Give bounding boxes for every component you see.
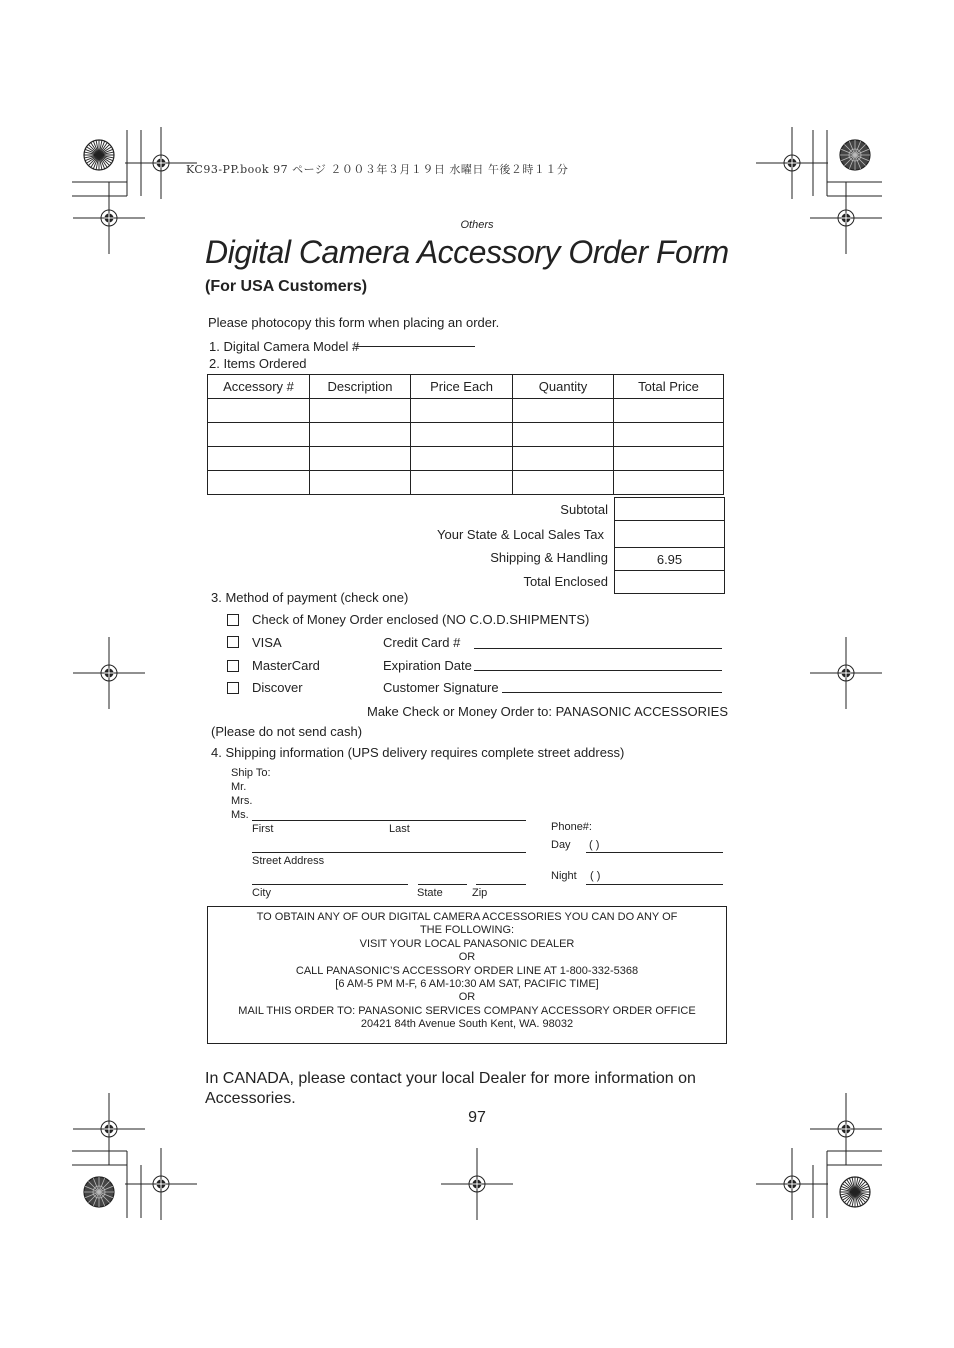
order-info-box: [207, 906, 727, 1044]
table-row: [208, 447, 724, 471]
header-quantity: Quantity: [513, 375, 614, 399]
state-field[interactable]: [418, 884, 467, 885]
expiration-field[interactable]: [474, 670, 722, 671]
table-cell[interactable]: [411, 471, 513, 495]
ship-to-label: Ship To:: [231, 767, 271, 779]
total-enclosed-label: Total Enclosed: [523, 574, 608, 589]
header-description: Description: [310, 375, 411, 399]
info-line: OR: [458, 991, 476, 1004]
section-label: Others: [460, 219, 494, 231]
header-accessory: Accessory #: [208, 375, 310, 399]
table-row: [208, 471, 724, 495]
first-label: First: [252, 823, 274, 835]
registration-starburst-icon: [840, 1177, 870, 1207]
info-line: 20421 84th Avenue South Kent, WA. 98032: [360, 1018, 574, 1031]
registration-crosshair-icon: [756, 1148, 828, 1220]
registration-starburst-icon: [84, 140, 114, 170]
page-number: 97: [468, 1109, 486, 1126]
table-cell[interactable]: [310, 423, 411, 447]
instruction-text: Please photocopy this form when placing an order.: [208, 315, 500, 330]
info-line: [6 AM-5 PM M-F, 6 AM-10:30 AM SAT, PACIFIC TIME]: [335, 978, 599, 991]
items-label: 2. Items Ordered: [209, 356, 307, 371]
registration-crosshair-icon: [73, 1093, 145, 1165]
phone-label: Phone#:: [551, 821, 592, 833]
shipping-handling-label: Shipping & Handling: [490, 550, 608, 565]
state-label: State: [417, 887, 443, 899]
check-money-order-label: Check of Money Order enclosed (NO C.O.D.SHIPMENTS): [252, 612, 590, 627]
signature-label: Customer Signature: [383, 680, 499, 695]
info-line: TO OBTAIN ANY OF OUR DIGITAL CAMERA ACCESSORIES YOU CAN DO ANY OF: [256, 911, 678, 923]
model-label: 1. Digital Camera Model #: [209, 339, 360, 354]
street-field[interactable]: [252, 852, 526, 853]
make-check-note: Make Check or Money Order to: PANASONIC ACCESSORIES: [367, 704, 728, 719]
night-area-code: ( ): [590, 870, 601, 882]
table-cell[interactable]: [310, 447, 411, 471]
city-label: City: [252, 887, 271, 899]
table-cell[interactable]: [208, 447, 310, 471]
table-cell[interactable]: [208, 399, 310, 423]
table-cell[interactable]: [614, 471, 724, 495]
table-header-row: [208, 375, 724, 399]
table-cell[interactable]: [208, 423, 310, 447]
table-cell[interactable]: [614, 399, 724, 423]
registration-starburst-icon: [84, 1177, 114, 1207]
table-cell[interactable]: [513, 447, 614, 471]
name-field[interactable]: [252, 820, 526, 821]
table-cell[interactable]: [310, 399, 411, 423]
page-subtitle: (For USA Customers): [205, 278, 368, 295]
table-cell[interactable]: [411, 399, 513, 423]
table-cell[interactable]: [411, 447, 513, 471]
subtotal-field[interactable]: [615, 498, 725, 521]
table-cell[interactable]: [614, 447, 724, 471]
info-line: THE FOLLOWING:: [419, 924, 515, 937]
tax-field[interactable]: [615, 521, 725, 548]
registration-crosshair-icon: [125, 1148, 197, 1220]
shipping-handling-value: 6.95: [615, 548, 725, 571]
night-phone-field[interactable]: [586, 884, 723, 885]
info-line: VISIT YOUR LOCAL PANASONIC DEALER: [359, 937, 575, 950]
model-field[interactable]: [355, 346, 475, 347]
registration-crosshair-icon: [810, 637, 882, 709]
tax-label: Your State & Local Sales Tax: [437, 527, 604, 542]
zip-label: Zip: [472, 887, 488, 899]
table-row: [208, 399, 724, 423]
items-table: [207, 374, 724, 495]
canada-note: In CANADA, please contact your local Dealer for more information on Accessories.: [205, 1070, 696, 1107]
ms-label: Ms.: [231, 809, 249, 821]
mastercard-checkbox[interactable]: [227, 660, 239, 672]
table-cell[interactable]: [513, 471, 614, 495]
street-label: Street Address: [252, 855, 325, 867]
zip-field[interactable]: [476, 884, 526, 885]
table-cell[interactable]: [513, 423, 614, 447]
subtotal-label: Subtotal: [560, 502, 608, 517]
table-cell[interactable]: [208, 471, 310, 495]
table-row: [208, 423, 724, 447]
check-money-order-checkbox[interactable]: [227, 614, 239, 626]
info-line: MAIL THIS ORDER TO: PANASONIC SERVICES COMPANY ACCESSORY ORDER OFFICE: [238, 1004, 696, 1017]
day-area-code: ( ): [589, 839, 600, 851]
total-enclosed-field[interactable]: [615, 571, 725, 594]
shipping-label: 4. Shipping information (UPS delivery requires complete street address): [211, 745, 625, 760]
signature-field[interactable]: [502, 692, 722, 693]
day-phone-field[interactable]: [586, 852, 723, 853]
credit-card-field[interactable]: [474, 648, 722, 649]
registration-crosshair-icon: [73, 182, 145, 254]
header-total-price: Total Price: [614, 375, 724, 399]
city-field[interactable]: [252, 884, 408, 885]
header-price-each: Price Each: [411, 375, 513, 399]
no-cash-note: (Please do not send cash): [211, 724, 363, 739]
print-header: KC93-PP.book 97 ページ ２００３年３月１９日 水曜日 午後２時１１分: [186, 163, 569, 176]
registration-starburst-icon: [840, 140, 870, 170]
credit-card-label: Credit Card #: [383, 635, 461, 650]
mr-label: Mr.: [231, 781, 247, 793]
visa-label: VISA: [252, 635, 282, 650]
table-cell[interactable]: [513, 399, 614, 423]
night-label: Night: [551, 870, 577, 882]
table-cell[interactable]: [411, 423, 513, 447]
page-title: Digital Camera Accessory Order Form: [205, 234, 729, 270]
mastercard-label: MasterCard: [252, 658, 320, 673]
table-cell[interactable]: [310, 471, 411, 495]
registration-crosshair-icon: [441, 1148, 513, 1220]
registration-crosshair-icon: [810, 1093, 882, 1165]
last-label: Last: [389, 823, 410, 835]
totals-table: [614, 497, 725, 594]
registration-crosshair-icon: [756, 127, 828, 199]
registration-crosshair-icon: [73, 637, 145, 709]
discover-label: Discover: [252, 680, 303, 695]
discover-checkbox[interactable]: [227, 682, 239, 694]
day-label: Day: [551, 839, 571, 851]
info-line: OR: [458, 951, 476, 964]
expiration-label: Expiration Date: [383, 658, 472, 673]
mrs-label: Mrs.: [231, 795, 253, 807]
table-cell[interactable]: [614, 423, 724, 447]
visa-checkbox[interactable]: [227, 636, 239, 648]
payment-label: 3. Method of payment (check one): [211, 590, 409, 605]
registration-crosshair-icon: [810, 182, 882, 254]
info-line: CALL PANASONIC’S ACCESSORY ORDER LINE AT 1-800-332-5368: [295, 964, 639, 977]
